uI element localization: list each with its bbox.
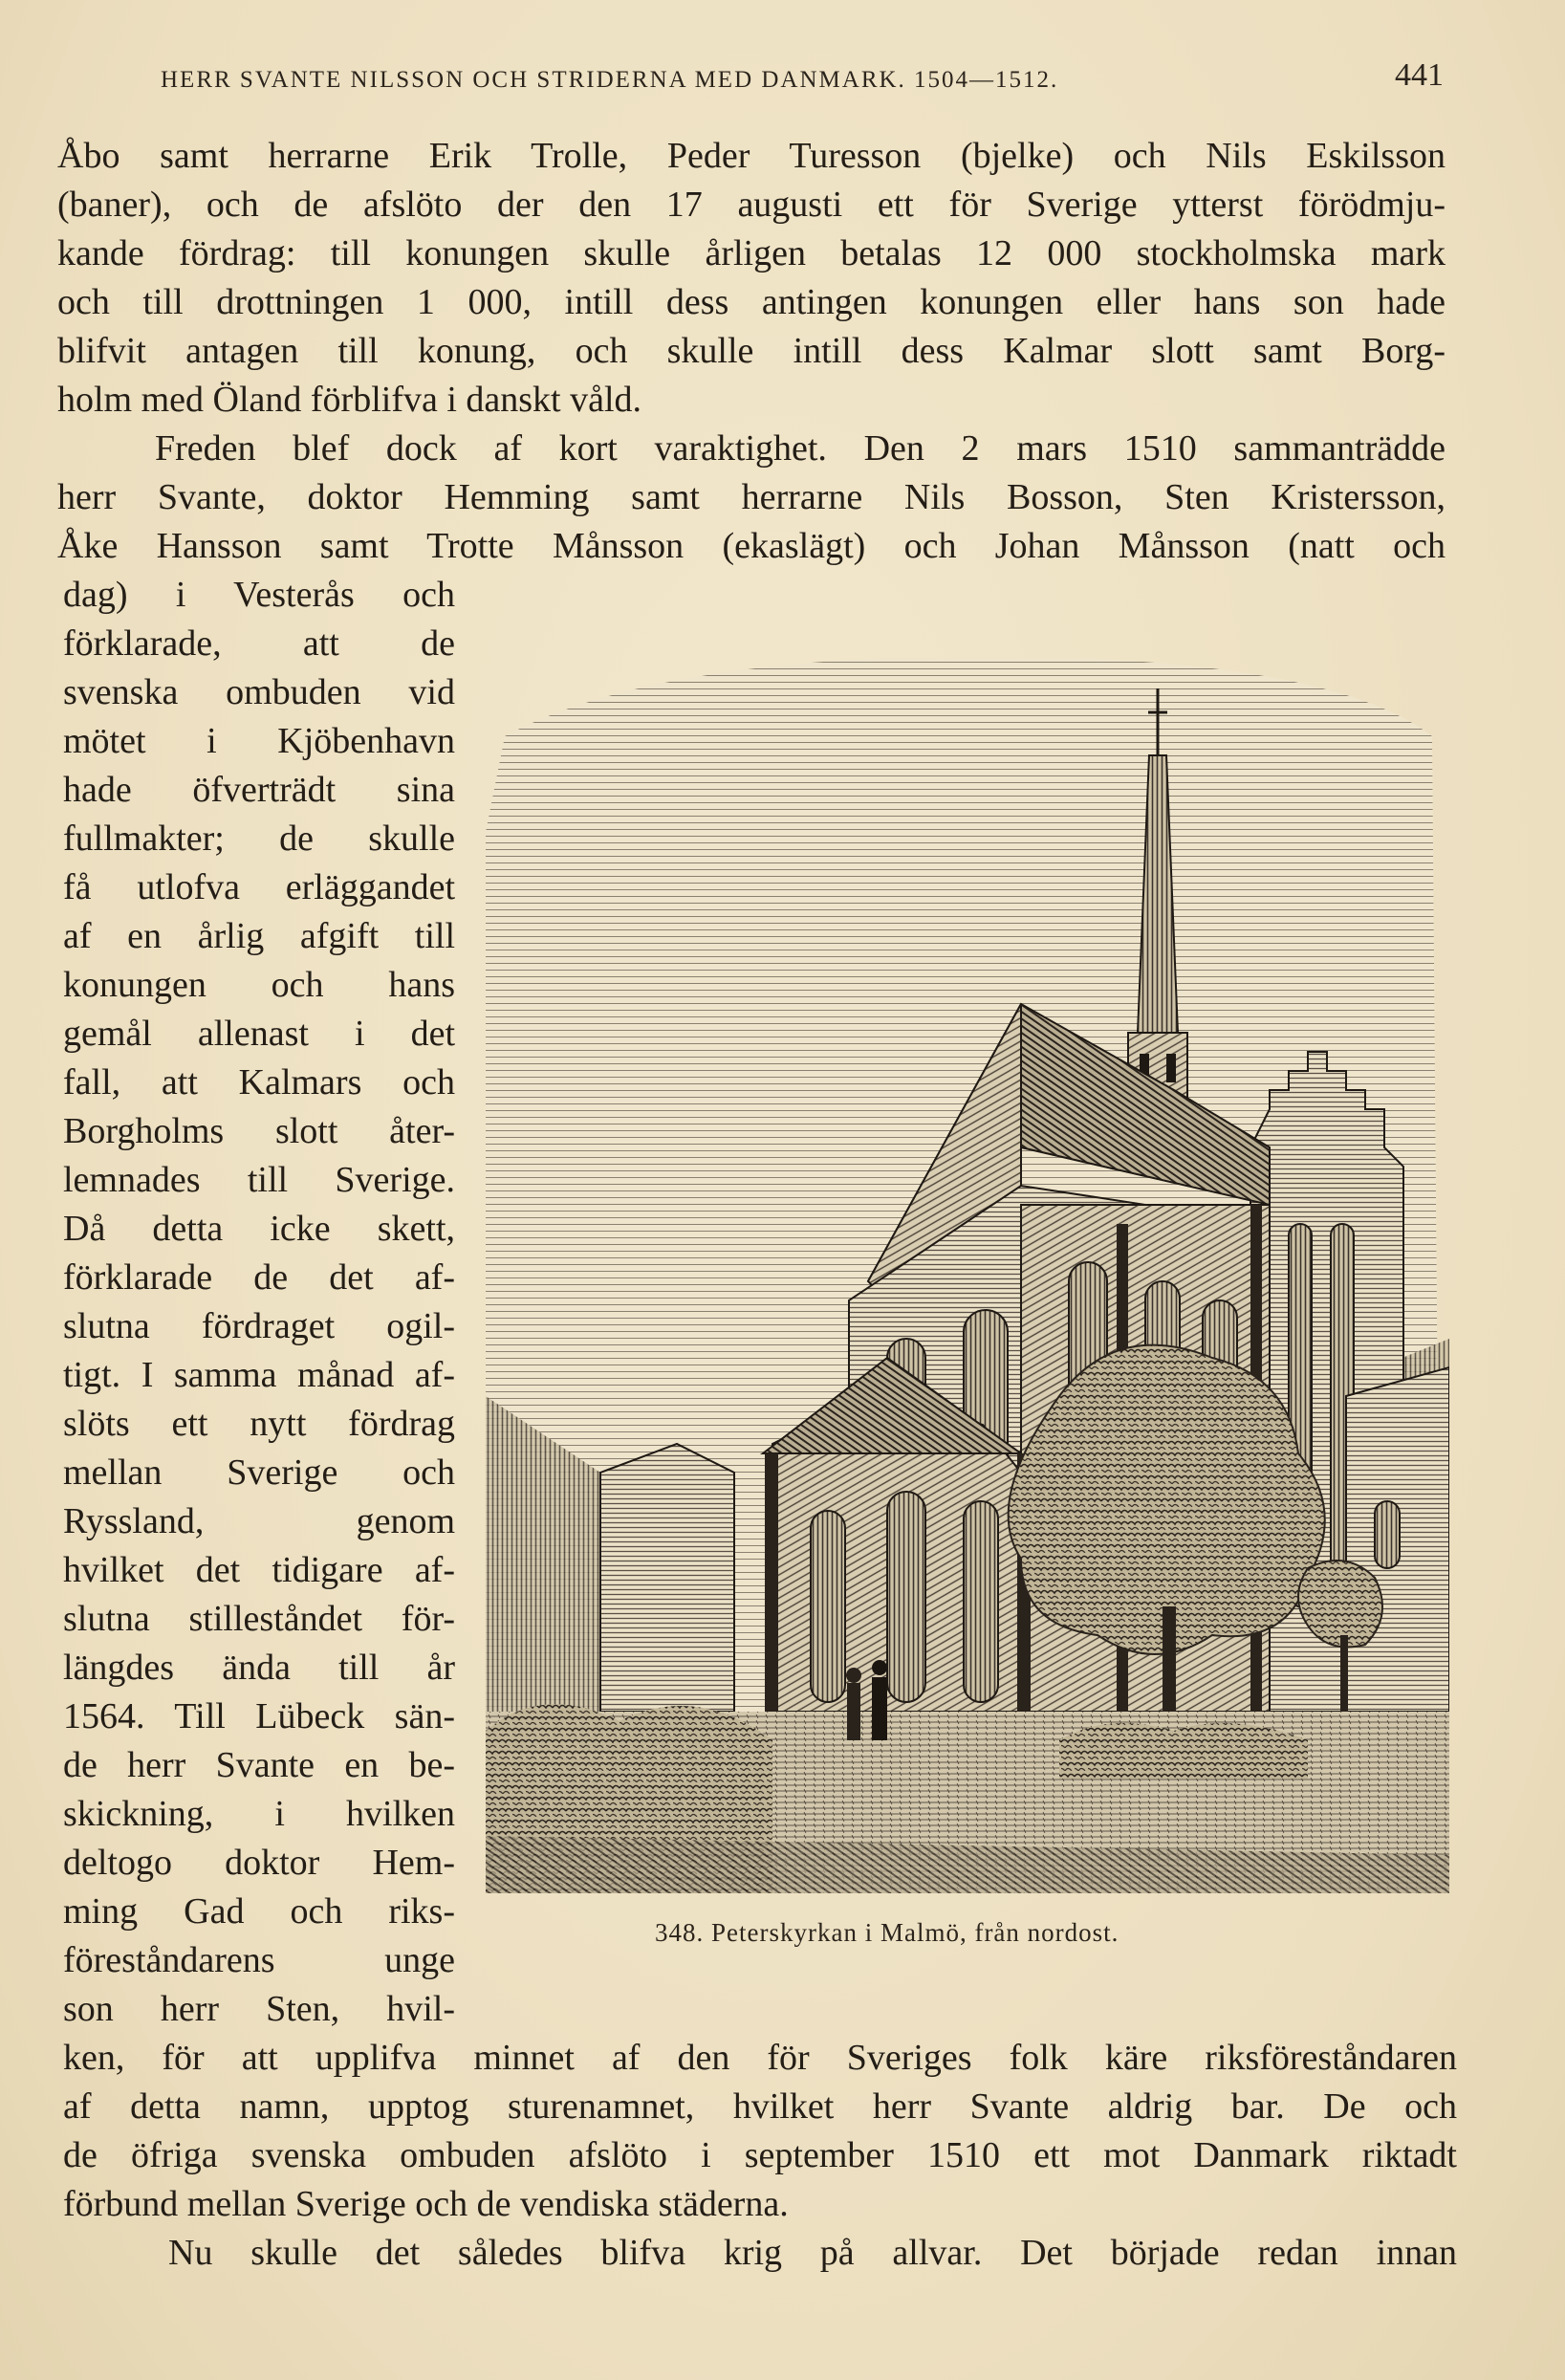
text-line: förklarade de det af-: [63, 1257, 455, 1298]
page-header: [143, 57, 1444, 103]
text-line: förklarade, att de: [63, 623, 455, 664]
text-line: gemål allenast i det: [63, 1014, 455, 1054]
paragraph-start-line: Nu skulle det således blifva krig på allvar. Det började redan innan: [168, 2233, 1457, 2273]
text-line: lemnades till Sverige.: [63, 1160, 455, 1200]
text-line: herr Svante, doktor Hemming samt herrarne Nils Bosson, Sten Kristersson,: [57, 477, 1445, 517]
text-line: blifvit antagen till konung, och skulle intill dess Kalmar slott samt Borg-: [57, 331, 1445, 371]
text-line: och till drottningen 1 000, intill dess antingen konungen eller hans son hade: [57, 282, 1445, 322]
text-line: mötet i Kjöbenhavn: [63, 721, 455, 761]
text-line: de öfriga svenska ombuden afslöto i september 1510 ett mot Danmark riktadt: [63, 2135, 1457, 2175]
text-line: Då detta icke skett,: [63, 1209, 455, 1249]
text-line: ming Gad och riks-: [63, 1891, 455, 1932]
text-line: slutna stilleståndet för-: [63, 1599, 455, 1639]
text-line: deltogo doktor Hem-: [63, 1843, 455, 1883]
text-line: fullmakter; de skulle: [63, 819, 455, 859]
text-line: få utlofva erläggandet: [63, 867, 455, 907]
text-line: förbund mellan Sverige och de vendiska städerna.: [63, 2184, 789, 2224]
figure-caption: 348. Peterskyrkan i Malmö, från nordost.: [655, 1918, 1119, 1947]
text-line: Borgholms slott åter-: [63, 1111, 455, 1151]
text-line: dag) i Vesterås och: [63, 575, 455, 615]
text-line: de herr Svante en be-: [63, 1745, 455, 1785]
page-number: 441: [1395, 57, 1444, 93]
text-line: längdes ända till år: [63, 1648, 455, 1688]
text-line: 1564. Till Lübeck sän-: [63, 1696, 455, 1736]
text-line: mellan Sverige och: [63, 1452, 455, 1493]
text-line: slöts ett nytt fördrag: [63, 1404, 455, 1444]
text-line: kande fördrag: till konungen skulle årligen betalas 12 000 stockholmska mark: [57, 233, 1445, 273]
text-line: af detta namn, upptog sturenamnet, hvilket herr Svante aldrig bar. De och: [63, 2086, 1457, 2127]
text-line: Åbo samt herrarne Erik Trolle, Peder Turesson (bjelke) och Nils Eskilsson: [57, 136, 1445, 176]
text-line: holm med Öland förblifva i danskt våld.: [57, 380, 642, 420]
text-line: Ryssland, genom: [63, 1501, 455, 1541]
text-line: föreståndarens unge: [63, 1940, 455, 1980]
text-line: slutna fördraget ogil-: [63, 1306, 455, 1346]
church-engraving: [486, 612, 1449, 1905]
text-line: skickning, i hvilken: [63, 1794, 455, 1834]
text-line: son herr Sten, hvil-: [63, 1989, 455, 2029]
text-line: fall, att Kalmars och: [63, 1062, 455, 1103]
running-head: HERR SVANTE NILSSON OCH STRIDERNA MED DANMARK. 1504—1512.: [161, 67, 1059, 93]
paragraph-start-line: Freden blef dock af kort varaktighet. Den 2 mars 1510 sammanträdde: [155, 428, 1445, 469]
text-line: Åke Hansson samt Trotte Månsson (ekaslägt) och Johan Månsson (natt och: [57, 526, 1445, 566]
text-line: hvilket det tidigare af-: [63, 1550, 455, 1590]
text-line: tigt. I samma månad af-: [63, 1355, 455, 1395]
text-line: (baner), och de afslöto der den 17 augusti ett för Sverige ytterst förödmju-: [57, 185, 1445, 225]
text-line: konungen och hans: [63, 965, 455, 1005]
text-line: svenska ombuden vid: [63, 672, 455, 712]
church-engraving-drawing: [486, 612, 1449, 1905]
text-line: ken, för att upplifva minnet af den för Sveriges folk käre riksföreståndaren: [63, 2038, 1457, 2078]
text-line: hade öfverträdt sina: [63, 770, 455, 810]
text-line: af en årlig afgift till: [63, 916, 455, 956]
